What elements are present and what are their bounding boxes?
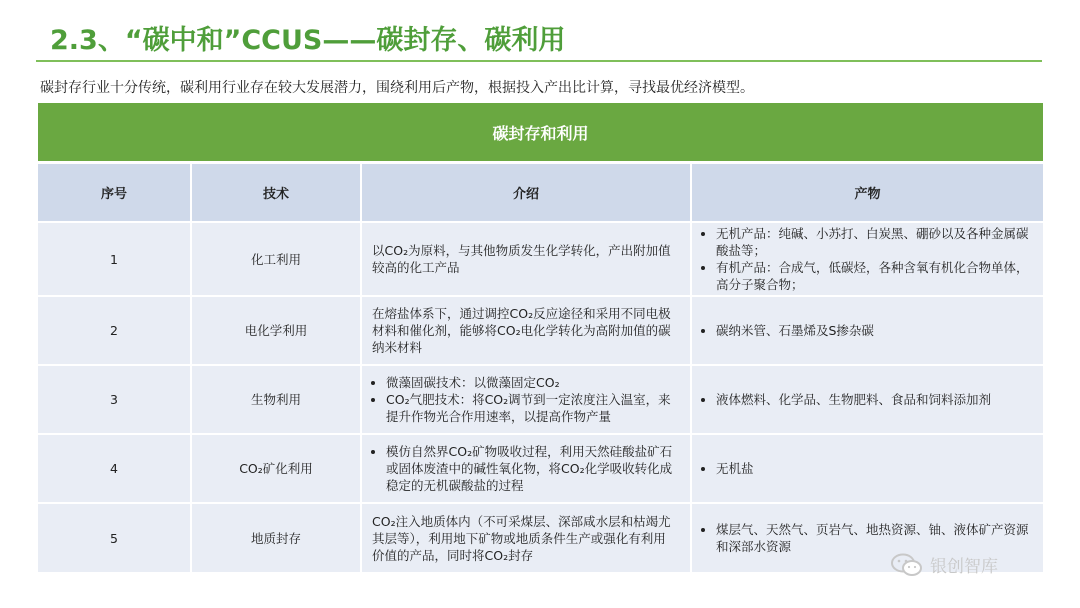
row-products [692, 435, 1043, 502]
product-item: • 液体燃料、化学品、生物肥料、食品和饲料添加剂 [716, 391, 991, 408]
row-products [692, 366, 1043, 433]
intro-text: 以CO₂为原料，与其他物质发生化学转化，产出附加值较高的化工产品 [372, 243, 671, 275]
intro-text: 碳封存行业十分传统，碳利用行业存在较大发展潜力，围绕利用后产物，根据投入产出比计算，寻找最优经济模型。 [40, 80, 754, 96]
product-item: • 煤层气、天然气、页岩气、地热资源、铀、液体矿产资源和深部水资源 [716, 521, 1031, 555]
intro-item: • 模仿自然界CO₂矿物吸收过程，利用天然硅酸盐矿石或固体废渣中的碱性氧化物，将CO₂化学吸收转化成稳定的无机碳酸盐的过程 [386, 443, 678, 494]
title-divider [36, 60, 1042, 62]
intro-text: 在熔盐体系下，通过调控CO₂反应途径和采用不同电极材料和催化剂，能够将CO₂电化学转化为高附加值的碳纳米材料 [372, 306, 671, 355]
row-tech: 电化学利用 [192, 297, 362, 364]
row-no: 3 [38, 366, 192, 433]
product-item: • 无机盐 [716, 460, 754, 477]
row-no: 5 [38, 504, 192, 572]
row-intro [362, 223, 692, 295]
intro-item: • 微藻固碳技术：以微藻固定CO₂ [386, 374, 678, 391]
row-products [692, 223, 1043, 295]
intro-item: • CO₂气肥技术：将CO₂调节到一定浓度注入温室，来提升作物光合作用速率，以提高作物产量 [386, 391, 678, 425]
row-tech: 地质封存 [192, 504, 362, 572]
header-no: 序号 [38, 164, 192, 221]
row-products [692, 297, 1043, 364]
row-intro [362, 297, 692, 364]
product-item: • 碳纳米管、石墨烯及S掺杂碳 [716, 322, 874, 339]
ccus-table [38, 103, 1043, 572]
row-no: 1 [38, 223, 192, 295]
row-intro [362, 366, 692, 433]
row-tech: CO₂矿化利用 [192, 435, 362, 502]
row-intro [362, 435, 692, 502]
page-title: 2.3、“碳中和”CCUS——碳封存、碳利用 [50, 25, 566, 56]
product-item: • 有机产品：合成气，低碳烃，各种含氧有机化合物单体，高分子聚合物； [716, 259, 1031, 293]
table-row [38, 366, 1043, 433]
row-tech: 化工利用 [192, 223, 362, 295]
table-row [38, 297, 1043, 364]
table-row [38, 435, 1043, 502]
header-products: 产物 [692, 164, 1043, 221]
header-intro: 介绍 [362, 164, 692, 221]
table-row [38, 223, 1043, 295]
row-no: 2 [38, 297, 192, 364]
table-header-row [38, 164, 1043, 221]
row-no: 4 [38, 435, 192, 502]
watermark-text: 银创智库 [930, 557, 998, 577]
row-intro [362, 504, 692, 572]
row-tech: 生物利用 [192, 366, 362, 433]
intro-text: CO₂注入地质体内（不可采煤层、深部咸水层和枯竭尤其层等），利用地下矿物或地质条件生产或强化有利用价值的产品，同时将CO₂封存 [372, 513, 671, 563]
table-caption: 碳封存和利用 [38, 103, 1043, 161]
product-item: • 无机产品：纯碱、小苏打、白炭黑、硼砂以及各种金属碳酸盐等； [716, 225, 1031, 259]
wechat-icon [890, 553, 924, 577]
watermark [890, 552, 998, 577]
header-tech: 技术 [192, 164, 362, 221]
